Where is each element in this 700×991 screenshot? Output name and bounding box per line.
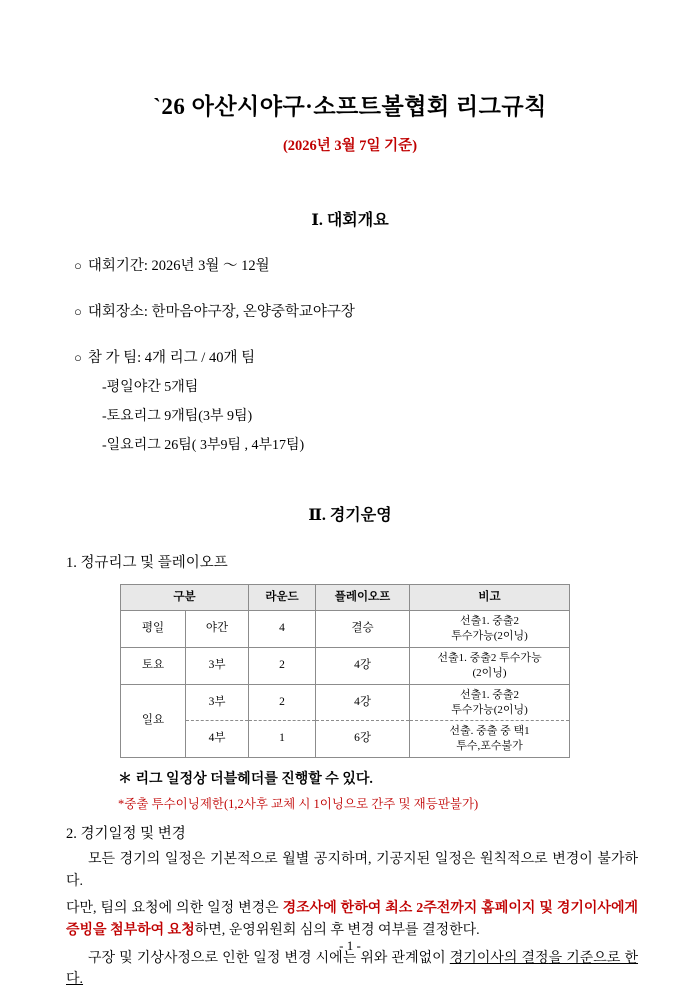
table-row [121,684,570,721]
row-rounds: 2 [248,684,315,721]
table-header-rounds: 라운드 [248,584,315,611]
row-playoff: 결승 [316,611,410,648]
table-note-pitcher-limit: *중출 투수이닝제한(1,2사후 교체 시 1이닝으로 간주 및 재등판불가) [118,797,479,812]
overview-subitem-saturday: -토요리그 9개팀(3부 9팀) [102,408,253,424]
overview-item-label: 대회장소: 한마음야구장, 온양중학교야구장 [87,304,355,321]
row-note-line1: 선출1. 중출2 [459,688,519,701]
paragraph-schedule-exception [66,898,638,941]
subsection-title-league: 1. 정규리그 및 플레이오프 [66,554,228,571]
paragraph-run: 구장 및 기상사정으로 인한 일정 변경 시에는 위와 관계없이 [88,950,450,966]
paragraph-run: 다만, 팀의 요청에 의한 일정 변경은 [66,901,283,917]
table-header-note: 비고 [409,584,569,611]
row-division: 3부 [186,684,249,721]
paragraph-run: 하면, 운영위원회 심의 후 변경 여부를 결정한다. [194,923,480,939]
row-playoff: 4강 [316,684,410,721]
row-note-line2: 투수,포수불가 [456,740,523,753]
bullet-mark: ○ [74,257,82,273]
paragraph-run-emphasis: 경조사에 한하여 최소 2주전까지 홈페이지 및 경기이사에게 증빙을 첨부하여 요청 [66,901,638,939]
row-rounds: 2 [248,647,315,684]
row-note [409,721,569,758]
row-note-line2: 투수가능(2이닝) [451,630,528,643]
paragraph-run-underline: 경기이사의 결정 [449,950,549,966]
row-division: 4부 [186,721,249,758]
overview-item-venue [74,302,638,322]
overview-item-teams [74,348,638,368]
overview-subitem-weekday: -평일야간 5개팀 [102,379,199,395]
row-note-line2: (2이닝) [472,666,507,679]
paragraph-run: 모든 경기의 일정은 기본적으로 월별 공지하며, 기공지된 일정은 원칙적으로 변경이 불가하다. [66,852,638,889]
row-group: 토요 [121,647,186,684]
overview-item-label: 참 가 팀: 4개 리그 / 40개 팀 [87,350,256,367]
row-note-line1: 선출. 중출 중 택1 [449,725,530,738]
page-subtitle: (2026년 3월 7일 기준) [282,137,418,154]
row-rounds: 1 [248,721,315,758]
row-note [409,611,569,648]
page-number: - 1 - [339,938,361,953]
row-playoff: 6강 [316,721,410,758]
overview-subitem-sunday: -일요리그 26팀( 3부9팀 , 4부17팀) [102,437,305,453]
table-note-doubleheader: ＊ 리그 일정상 더블헤더를 진행할 수 있다. [118,772,373,788]
row-group: 일요 [121,684,186,757]
table-header-playoff: 플레이오프 [316,584,410,611]
row-playoff: 4강 [316,647,410,684]
table-header-row [121,584,570,611]
row-group: 평일 [121,611,186,648]
table-header-division: 구분 [121,584,249,611]
row-division: 3부 [186,647,249,684]
row-note-line1: 선출1. 중출2 투수가능 [437,651,542,664]
table-row [121,721,570,758]
row-rounds: 4 [248,611,315,648]
bullet-mark: ○ [74,304,82,320]
table-row [121,647,570,684]
row-note [409,647,569,684]
schedule-table [120,584,570,758]
overview-item-label: 대회기간: 2026년 3월 ～ 12월 [87,257,270,274]
section-heading-operation: Ⅱ. 경기운영 [308,506,392,524]
row-note-line2: 투수가능(2이닝) [451,703,528,716]
page-title: `26 아산시야구·소프트볼협회 리그규칙 [153,94,547,119]
bullet-mark: ○ [74,350,82,366]
paragraph-weather-change [66,948,638,991]
subsection-title-schedule-change: 2. 경기일정 및 변경 [66,826,186,843]
row-note [409,684,569,721]
overview-item-period [74,256,638,276]
row-division: 야간 [186,611,249,648]
section-heading-overview: Ⅰ. 대회개요 [311,211,389,229]
paragraph-schedule-monthly [66,849,638,892]
row-note-line1: 선출1. 중출2 [459,615,519,628]
paragraph-run: 을 기준으로 한다. [66,950,639,988]
table-row [121,611,570,648]
